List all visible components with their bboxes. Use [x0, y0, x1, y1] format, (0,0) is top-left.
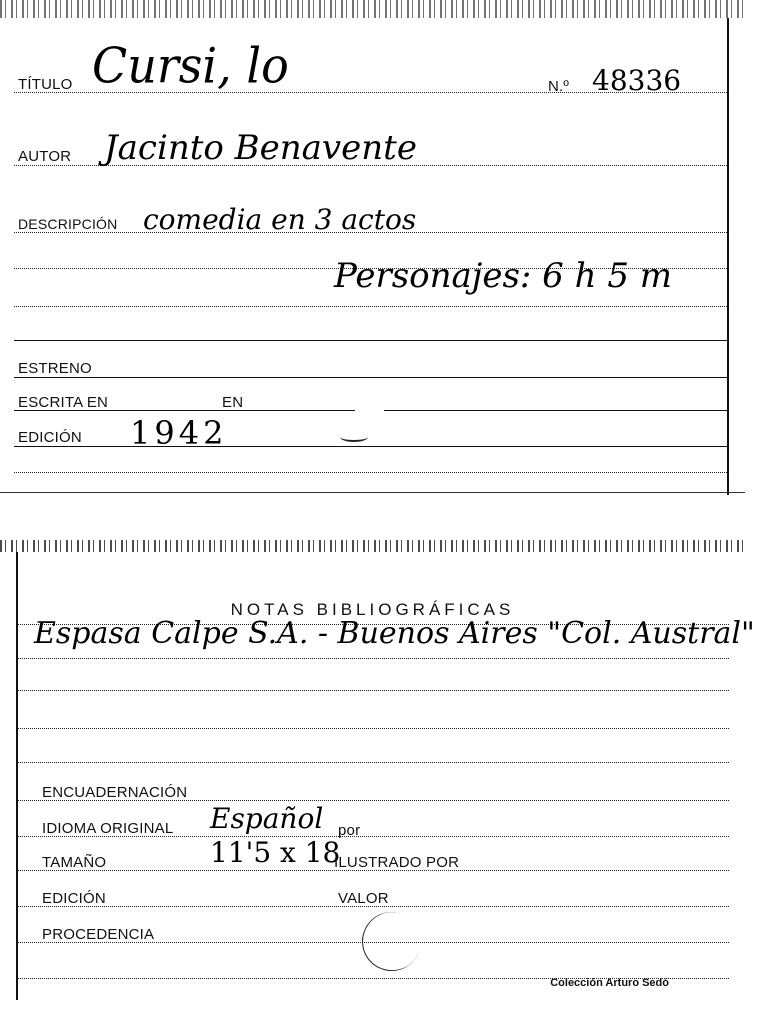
- titulo-value: Cursi, lo: [92, 37, 289, 94]
- autor-value: Jacinto Benavente: [104, 128, 417, 168]
- titulo-label: TÍTULO: [18, 76, 73, 93]
- rule-notas-4: [18, 728, 729, 729]
- valor-label: VALOR: [338, 890, 389, 907]
- rule-desc-3: [14, 306, 729, 307]
- descripcion-label: DESCRIPCIÓN: [18, 216, 118, 232]
- notas-heading: NOTAS BIBLIOGRÁFICAS: [230, 600, 515, 619]
- catalog-card-bottom: [0, 540, 755, 1000]
- tamano-label: TAMAÑO: [42, 854, 107, 871]
- card-right-border: [727, 18, 729, 495]
- edicion-b-label: EDICIÓN: [42, 890, 106, 907]
- pen-mark: [340, 432, 368, 442]
- rule-notas-2: [18, 658, 729, 659]
- catalog-card-top: [0, 0, 745, 495]
- collection-credit: Colección Arturo Sedó: [550, 977, 669, 989]
- notas-value: Espasa Calpe S.A. - Buenos Aires "Col. Austral": [34, 616, 755, 651]
- card-bottom-top-edge: [0, 540, 745, 552]
- en-label: EN: [222, 394, 244, 411]
- pen-circle-mark: [354, 904, 430, 980]
- rule-escrita-2: [384, 410, 729, 411]
- estreno-label: ESTRENO: [18, 360, 92, 377]
- tamano-value: 11'5 x 18: [210, 836, 341, 869]
- encuadernacion-label: ENCUADERNACIÓN: [42, 784, 188, 801]
- card-top-edge: [0, 0, 745, 18]
- card-bottom-edge: [0, 492, 745, 493]
- autor-label: AUTOR: [18, 148, 72, 165]
- numero-value: 48336: [592, 64, 682, 97]
- descripcion-value: comedia en 3 actos: [143, 203, 417, 236]
- por-label: por: [338, 822, 361, 839]
- rule-desc-4: [14, 340, 729, 341]
- rule-notas-3: [18, 690, 729, 691]
- procedencia-label: PROCEDENCIA: [42, 926, 155, 943]
- ilustrado-label: ILUSTRADO POR: [334, 854, 460, 871]
- numero-label: N.º: [548, 78, 570, 95]
- edicion-value: 1942: [130, 414, 228, 452]
- rule-estreno: [14, 377, 729, 378]
- rule-notas-5: [18, 762, 729, 763]
- personajes-value: Personajes: 6 h 5 m: [334, 256, 673, 296]
- idioma-label: IDIOMA ORIGINAL: [42, 820, 174, 837]
- idioma-value: Español: [210, 802, 324, 835]
- escrita-label: ESCRITA EN: [18, 394, 109, 411]
- rule-bottom: [14, 472, 729, 473]
- edicion-label: EDICIÓN: [18, 429, 82, 446]
- rule-edicion: [14, 446, 729, 447]
